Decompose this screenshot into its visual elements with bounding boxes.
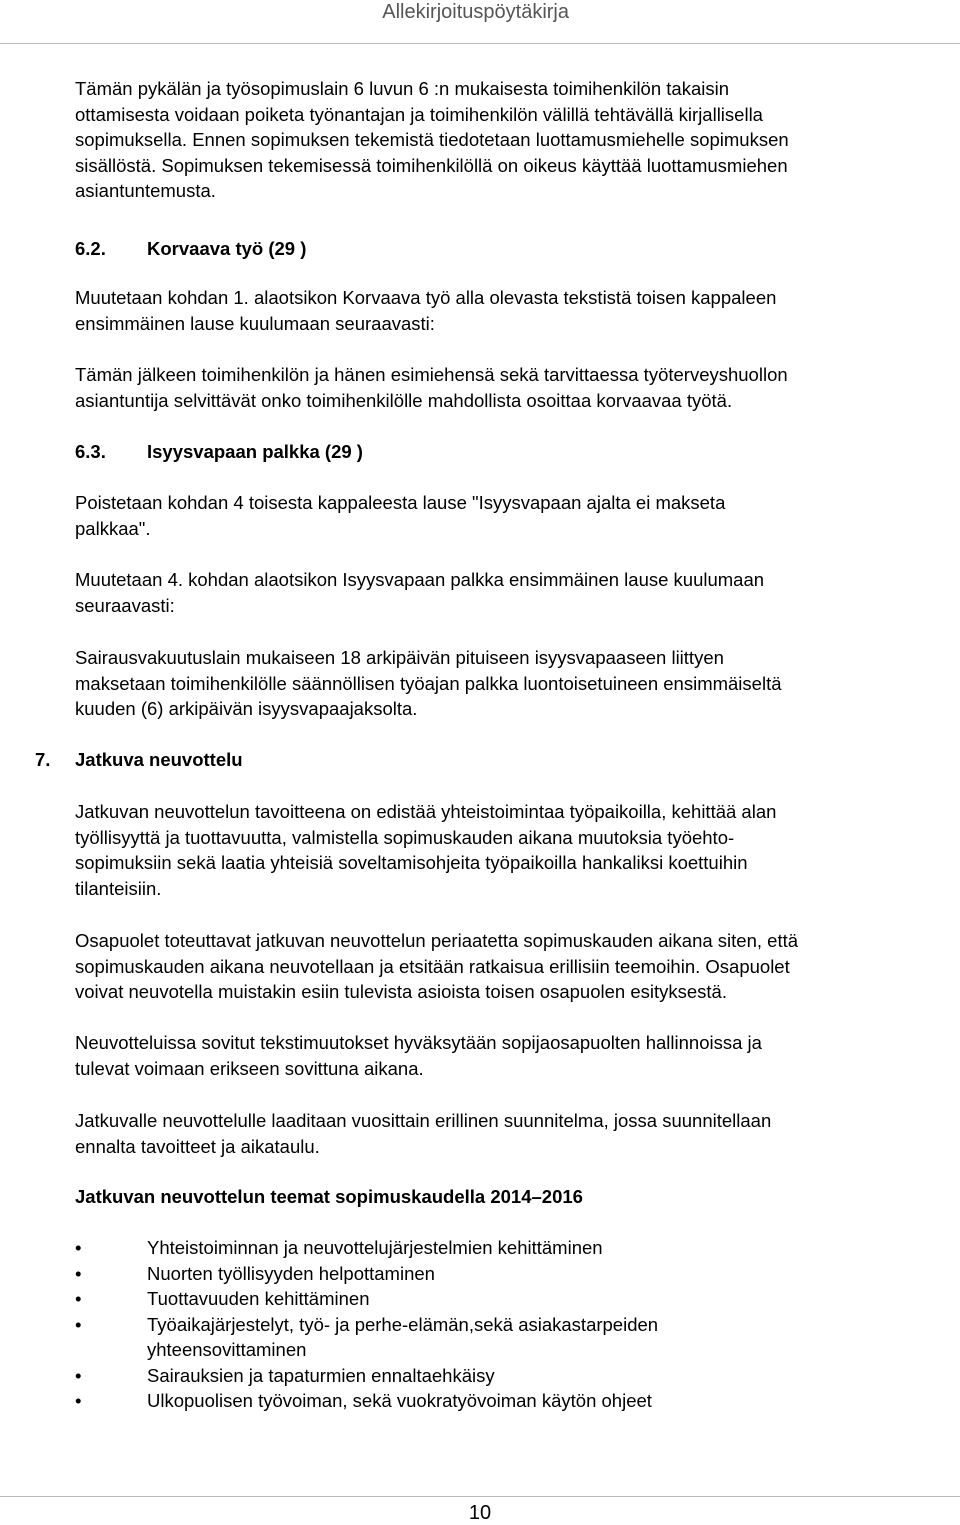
list-item-text: Ulkopuolisen työvoiman, sekä vuokratyövoiman käytön ohjeet: [147, 1390, 652, 1411]
document-title: Allekirjoituspöytäkirja: [382, 1, 569, 23]
list-item-text: Yhteistoiminnan ja neuvottelujärjestelmien kehittäminen: [147, 1237, 603, 1258]
bullet-icon: •: [75, 1262, 82, 1284]
paragraph-isyysvapaa-lause: Sairausvakuutuslain mukaiseen 18 arkipäivän pituiseen isyysvapaaseen liittyen maksetaan toimihenkilölle säännöllisen työajan palkka luontoisetuineen ensimmäiseltä kuuden (6) arkipäivän isyysvapaajaksolta.: [75, 647, 782, 719]
paragraph-korvaava-muutos: Muutetaan kohdan 1. alaotsikon Korvaava työ alla olevasta tekstistä toisen kappaleen ensimmäinen lause kuulumaan seuraavasti:: [75, 287, 777, 334]
section-number: 6.3.: [75, 441, 106, 462]
list-item: [75, 1261, 935, 1287]
bullet-icon: •: [75, 1390, 82, 1411]
list-item: [75, 1363, 935, 1389]
bullet-icon: •: [75, 1288, 82, 1309]
paragraph-tekstimuutokset: Neuvotteluissa sovitut tekstimuutokset hyväksytään sopijaosapuolten hallinnoissa ja tulevat voimaan erikseen sovittuna aikana.: [75, 1032, 762, 1079]
bullet-icon: •: [75, 1237, 82, 1258]
paragraph-isyysvapaa-poisto: Poistetaan kohdan 4 toisesta kappaleesta lause "Isyysvapaan ajalta ei makseta palkkaa".: [75, 492, 726, 539]
paragraph-jatkuva-periaate: Osapuolet toteuttavat jatkuvan neuvottelun periaatetta sopimuskauden aikana siten, että sopimuskauden aikana neuvotellaan ja etsitään ratkaisua erillisiin teemoihin. Osapuolet voivat neuvotella muistakin esiin tulevista asioista toisen osapuolen esityksestä.: [75, 930, 799, 1002]
bullet-icon: •: [75, 1364, 82, 1386]
page-header: [0, 0, 960, 44]
list-item: [75, 1312, 935, 1363]
section-number: 6.2.: [75, 238, 106, 259]
section-title: Korvaava työ (29 ): [147, 238, 307, 259]
paragraph-jatkuva-tavoite: Jatkuvan neuvottelun tavoitteena on edistää yhteistoimintaa työpaikoilla, kehittää alan työllisyyttä ja tuottavuutta, valmistella sopimuskauden aikana muutoksia työehto- sopimuksiin sekä laatia yhteisiä soveltamisohjeita työpaikoilla hankaliksi koettuihin tilanteisiin.: [75, 801, 777, 899]
themes-heading: Jatkuvan neuvottelun teemat sopimuskaudella 2014–2016: [75, 1186, 583, 1207]
paragraph-takaisinottaminen: Tämän pykälän ja työsopimuslain 6 luvun 6 :n mukaisesta toimihenkilön takaisin ottamisesta voidaan poiketa työnantajan ja toimihenkilön välillä tehtävällä kirjallisella sopimuksella. Ennen sopimuksen tekemistä tiedotetaan luottamusmiehelle sopimuksen sisällöstä. Sopimuksen tekemisessä toimihenkilöllä on oikeus käyttää luottamusmiehen asiantuntemusta.: [75, 78, 789, 201]
paragraph-suunnitelma: Jatkuvalle neuvottelulle laaditaan vuosittain erillinen suunnitelma, jossa suunnitellaan ennalta tavoitteet ja aikataulu.: [75, 1110, 772, 1157]
list-item-text: Sairauksien ja tapaturmien ennaltaehkäisy: [147, 1364, 495, 1386]
list-item-text: Työaikajärjestelyt, työ- ja perhe-elämän,sekä asiakastarpeiden yhteensovittaminen: [147, 1313, 659, 1360]
paragraph-korvaava-lause: Tämän jälkeen toimihenkilön ja hänen esimiehensä sekä tarvittaessa työterveyshuollon asiantuntija selvittävät onko toimihenkilölle mahdollista osoittaa korvaavaa työtä.: [75, 364, 788, 411]
list-item: [75, 1388, 935, 1414]
paragraph-isyysvapaa-muutos: Muutetaan 4. kohdan alaotsikon Isyysvapaan palkka ensimmäinen lause kuulumaan seuraavasti:: [75, 569, 765, 616]
footer-divider: [0, 1496, 960, 1497]
themes-list: [75, 1235, 935, 1414]
list-item-text: Nuorten työllisyyden helpottaminen: [147, 1262, 435, 1284]
section-number: 7.: [35, 749, 51, 770]
section-title: Isyysvapaan palkka (29 ): [147, 441, 363, 462]
list-item: [75, 1235, 935, 1261]
section-title: Jatkuva neuvottelu: [75, 749, 243, 770]
bullet-icon: •: [75, 1313, 82, 1335]
header-divider: [0, 43, 960, 44]
page-number: 10: [468, 1502, 492, 1524]
list-item: [75, 1286, 935, 1312]
list-item-text: Tuottavuuden kehittäminen: [147, 1288, 370, 1309]
